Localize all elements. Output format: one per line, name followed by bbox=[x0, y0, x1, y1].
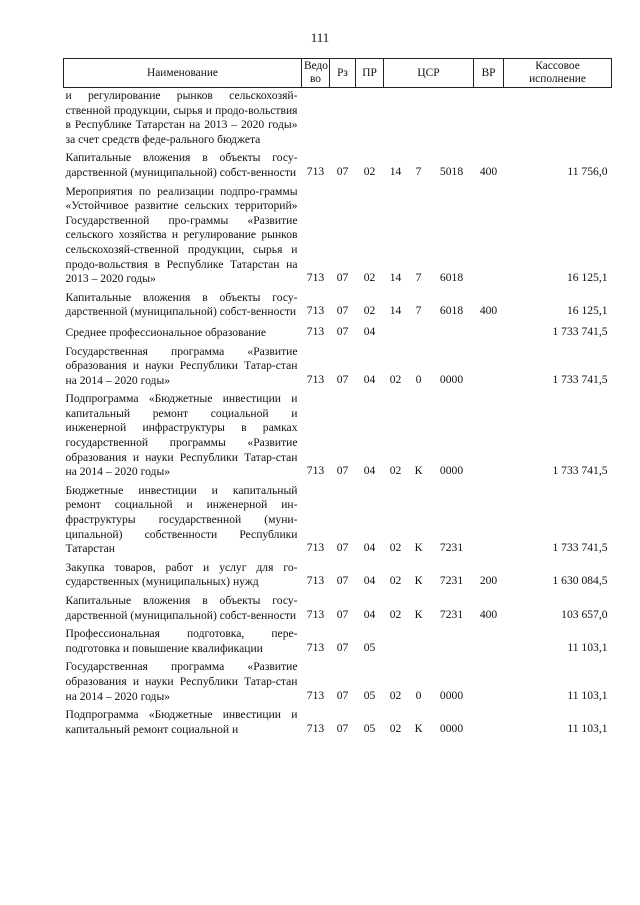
row-rz: 07 bbox=[336, 324, 349, 338]
row-csr-2: 0 bbox=[415, 372, 422, 386]
row-csr-1: 02 bbox=[389, 574, 402, 588]
row-rz: 07 bbox=[336, 372, 349, 386]
row-pr: 05 bbox=[363, 640, 376, 654]
row-csr-2 bbox=[408, 322, 430, 343]
row-vr bbox=[474, 482, 504, 559]
row-amount bbox=[504, 88, 612, 150]
row-rz: 07 bbox=[336, 607, 349, 621]
page-number: 111 bbox=[310, 30, 330, 45]
table-row bbox=[64, 149, 612, 182]
row-ved: 713 bbox=[306, 372, 325, 386]
row-csr-3 bbox=[430, 322, 474, 343]
row-csr-2: К bbox=[414, 607, 423, 621]
row-vr: 400 bbox=[479, 304, 498, 318]
row-vr: 400 bbox=[479, 164, 498, 178]
row-amount: 11 103,1 bbox=[567, 640, 608, 654]
header-name-text: Наименование bbox=[147, 66, 218, 79]
row-rz: 07 bbox=[336, 574, 349, 588]
row-pr: 02 bbox=[363, 271, 376, 285]
row-csr-2: К bbox=[414, 541, 423, 555]
row-pr: 04 bbox=[363, 607, 376, 621]
row-csr-1 bbox=[384, 322, 408, 343]
row-csr-3: 5018 bbox=[439, 164, 464, 178]
row-ved: 713 bbox=[306, 464, 325, 478]
row-rz: 07 bbox=[336, 464, 349, 478]
row-name: Государственная программа «Развитие образования и науки Республики Татар-стан на 2014 – 2020 годы» bbox=[65, 660, 298, 703]
row-rz: 07 bbox=[336, 640, 349, 654]
row-name: Профессиональная подготовка, пере-подготовка и повышение квалификации bbox=[65, 627, 298, 655]
row-csr-1 bbox=[384, 625, 408, 658]
row-csr-2: 7 bbox=[415, 164, 422, 178]
table-row bbox=[64, 343, 612, 391]
row-amount: 1 733 741,5 bbox=[552, 464, 608, 478]
table-row bbox=[64, 482, 612, 559]
row-csr-1: 14 bbox=[389, 164, 402, 178]
row-name: Подпрограмма «Бюджетные инвестиции и капитальный ремонт социальной и bbox=[65, 708, 298, 736]
header-pr: ПР bbox=[356, 59, 384, 88]
row-name: Бюджетные инвестиции и капитальный ремонт социальной и инженерной ин-фраструктуры государственной (муни-ципальной) собственности Республики Татарстан bbox=[65, 483, 298, 556]
row-csr-2: К bbox=[414, 574, 423, 588]
row-vr: 400 bbox=[479, 607, 498, 621]
row-ved: 713 bbox=[306, 640, 325, 654]
row-ved: 713 bbox=[306, 688, 325, 702]
row-name: Закупка товаров, работ и услуг для го-сударственных (муниципальных) нужд bbox=[65, 560, 298, 589]
header-vedo-text-2: во bbox=[310, 73, 321, 85]
row-pr: 04 bbox=[363, 372, 376, 386]
header-name bbox=[64, 59, 302, 88]
row-csr-1: 02 bbox=[389, 372, 402, 386]
row-rz: 07 bbox=[336, 271, 349, 285]
row-name: и регулирование рынков сельскохозяй-ственной продукции, сырья и продо-вольствия в Республике Татарстан на 2013 – 2020 годы» за счет средств феде-рального бюджета bbox=[65, 89, 298, 146]
row-vr bbox=[474, 625, 504, 658]
row-csr-2 bbox=[408, 625, 430, 658]
row-pr: 05 bbox=[363, 721, 376, 735]
row-csr-3: 0000 bbox=[439, 721, 464, 735]
table-row bbox=[64, 559, 612, 592]
row-amount: 11 103,1 bbox=[567, 688, 608, 702]
row-name: Среднее профессиональное образование bbox=[65, 325, 267, 339]
header-vedo-text: Ведо bbox=[304, 60, 328, 72]
row-name: Капитальные вложения в объекты госу-дарственной (муниципальной) собст-венности bbox=[65, 594, 298, 622]
row-csr-3: 6018 bbox=[439, 304, 464, 318]
row-ved: 713 bbox=[306, 574, 325, 588]
row-ved: 713 bbox=[306, 324, 325, 338]
row-csr-3 bbox=[430, 88, 474, 150]
row-name: Подпрограмма «Бюджетные инвестиции и капитальный ремонт социальной и инженерной инфраструктуры в рамках государственной программы «Развитие образования и науки Республики Татар-стан на 2014 – 2020 годы» bbox=[65, 392, 298, 479]
table-row bbox=[64, 706, 612, 739]
row-csr-1: 02 bbox=[389, 464, 402, 478]
row-rz: 07 bbox=[336, 164, 349, 178]
table-row bbox=[64, 625, 612, 658]
row-csr-3: 7231 bbox=[439, 607, 464, 621]
row-pr: 05 bbox=[363, 688, 376, 702]
row-vr bbox=[474, 88, 504, 150]
row-ved: 713 bbox=[306, 541, 325, 555]
header-vedo bbox=[302, 59, 330, 88]
row-amount: 11 103,1 bbox=[567, 721, 608, 735]
row-csr-3: 0000 bbox=[439, 464, 464, 478]
row-ved: 713 bbox=[306, 164, 325, 178]
header-rz: Рз bbox=[330, 59, 356, 88]
row-csr-3: 0000 bbox=[439, 688, 464, 702]
row-rz: 07 bbox=[336, 721, 349, 735]
row-csr-1: 02 bbox=[389, 721, 402, 735]
row-amount: 1 733 741,5 bbox=[552, 324, 608, 338]
row-amount: 11 756,0 bbox=[567, 164, 608, 178]
row-pr: 04 bbox=[363, 574, 376, 588]
row-csr-1: 02 bbox=[389, 541, 402, 555]
header-vr: ВР bbox=[474, 59, 504, 88]
table-row bbox=[64, 88, 612, 150]
row-name: Капитальные вложения в объекты госу-дарственной (муниципальной) собст-венности bbox=[65, 151, 298, 179]
row-vr bbox=[474, 183, 504, 289]
row-vr bbox=[474, 343, 504, 391]
row-pr: 04 bbox=[363, 541, 376, 555]
row-csr-1: 02 bbox=[389, 688, 402, 702]
row-pr: 04 bbox=[363, 464, 376, 478]
row-csr-3: 7231 bbox=[439, 541, 464, 555]
table-row bbox=[64, 289, 612, 322]
table-body bbox=[64, 88, 612, 740]
row-ved: 713 bbox=[306, 271, 325, 285]
row-csr-3: 6018 bbox=[439, 271, 464, 285]
header-csr: ЦСР bbox=[384, 59, 474, 88]
row-rz: 07 bbox=[336, 304, 349, 318]
row-csr-2: 0 bbox=[415, 688, 422, 702]
row-ved: 713 bbox=[306, 607, 325, 621]
row-vr bbox=[474, 322, 504, 343]
row-csr-1: 02 bbox=[389, 607, 402, 621]
row-amount: 16 125,1 bbox=[566, 271, 608, 285]
row-amount: 103 657,0 bbox=[561, 607, 608, 621]
row-csr-2: К bbox=[414, 721, 423, 735]
row-name: Мероприятия по реализации подпро-граммы «Устойчивое развитие сельских территорий» Государственной про-граммы «Развитие сельского хозяйства и регулирование рынков сельскохозяй-ственной продукции, сырья и продо-вольствия в Республике Татарстан на 2013 – 2020 годы» bbox=[65, 184, 298, 286]
row-pr: 04 bbox=[363, 324, 376, 338]
row-csr-1: 14 bbox=[389, 304, 402, 318]
row-amount: 1 733 741,5 bbox=[552, 372, 608, 386]
row-amount: 1 733 741,5 bbox=[552, 541, 608, 555]
row-ved bbox=[302, 88, 330, 150]
row-csr-2: 7 bbox=[415, 271, 422, 285]
row-vr bbox=[474, 658, 504, 706]
row-vr bbox=[474, 390, 504, 482]
row-pr: 02 bbox=[363, 304, 376, 318]
row-rz: 07 bbox=[336, 688, 349, 702]
row-csr-3: 7231 bbox=[439, 574, 464, 588]
row-csr-2: 7 bbox=[415, 304, 422, 318]
row-vr: 200 bbox=[479, 574, 498, 588]
row-csr-3 bbox=[430, 625, 474, 658]
row-csr-1 bbox=[384, 88, 408, 150]
row-csr-2: К bbox=[414, 464, 423, 478]
table-row bbox=[64, 322, 612, 343]
table-row bbox=[64, 658, 612, 706]
row-rz bbox=[330, 88, 356, 150]
header-amount: Кассовое исполнение bbox=[504, 59, 612, 88]
row-pr: 02 bbox=[363, 164, 376, 178]
row-name: Государственная программа «Развитие образования и науки Республики Татар-стан на 2014 – 2020 годы» bbox=[65, 344, 298, 387]
table-row bbox=[64, 390, 612, 482]
row-ved: 713 bbox=[306, 304, 325, 318]
row-csr-2 bbox=[408, 88, 430, 150]
table-row bbox=[64, 592, 612, 625]
row-csr-1: 14 bbox=[389, 271, 402, 285]
row-amount: 16 125,1 bbox=[566, 304, 608, 318]
row-amount: 1 630 084,5 bbox=[552, 574, 608, 588]
row-csr-3: 0000 bbox=[439, 372, 464, 386]
table-row bbox=[64, 183, 612, 289]
row-name: Капитальные вложения в объекты госу-дарственной (муниципальной) собст-венности bbox=[65, 290, 298, 319]
row-vr bbox=[474, 706, 504, 739]
table-header bbox=[64, 59, 612, 88]
row-ved: 713 bbox=[306, 721, 325, 735]
row-rz: 07 bbox=[336, 541, 349, 555]
row-pr bbox=[356, 88, 384, 150]
budget-table bbox=[63, 58, 612, 739]
